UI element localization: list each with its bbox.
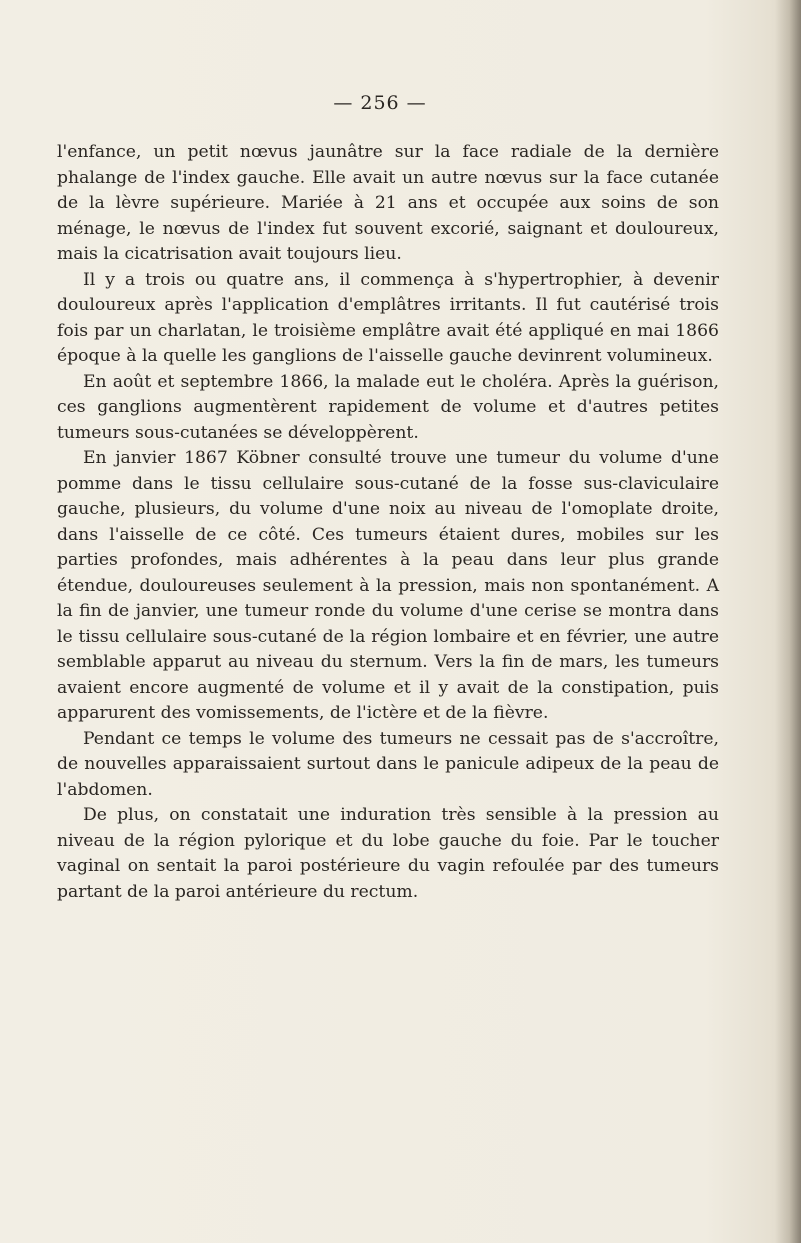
page-body bbox=[57, 140, 719, 905]
paragraph-4: En janvier 1867 Köbner consulté trouve une tumeur du volume d'une pomme dans le tissu cellulaire sous-cutané de la fosse sus-claviculaire gauche, plusieurs, du volume d'une noix au niveau de l'omoplate droite, dans l'aisselle de ce côté. Ces tumeurs étaient dures, mobiles sur les parties profondes, mais adhérentes à la peau dans leur plus grande étendue, douloureuses seulement à la pression, mais non spontanément. A la fin de janvier, une tumeur ronde du volume d'une cerise se montra dans le tissu cellulaire sous-cutané de la région lombaire et en février, une autre semblable apparut au niveau du sternum. Vers la fin de mars, les tumeurs avaient encore augmenté de volume et il y avait de la constipation, puis apparurent des vomissements, de l'ictère et de la fièvre. bbox=[57, 448, 719, 723]
paragraph-5: Pendant ce temps le volume des tumeurs ne cessait pas de s'accroître, de nouvelles apparaissaient surtout dans le panicule adipeux de la peau de l'abdomen. bbox=[57, 728, 719, 800]
page-edge-shadow bbox=[775, 0, 801, 1243]
paragraph-2: Il y a trois ou quatre ans, il commença à s'hypertrophier, à devenir douloureux après l'application d'emplâtres irritants. Il fut cautérisé trois fois par un charlatan, le troisième emplâtre avait été appliqué en mai 1866 époque à la quelle les ganglions de l'aisselle gauche devinrent volumineux. bbox=[57, 269, 719, 366]
page-number: — 256 — bbox=[333, 92, 427, 114]
paragraph-3: En août et septembre 1866, la malade eut le choléra. Après la guérison, ces ganglions augmentèrent rapidement de volume et d'autres petites tumeurs sous-cutanées se développèrent. bbox=[57, 371, 719, 443]
paragraph-6: De plus, on constatait une induration très sensible à la pression au niveau de la région pylorique et du lobe gauche du foie. Par le toucher vaginal on sentait la paroi postérieure du vagin refoulée par des tumeurs partant de la paroi antérieure du rectum. bbox=[57, 805, 719, 902]
paragraph-1: l'enfance, un petit nœvus jaunâtre sur la face radiale de la dernière phalange de l'index gauche. Elle avait un autre nœvus sur la face cutanée de la lèvre supérieure. Mariée à 21 ans et occupée aux soins de son ménage, le nœvus de l'index fut souvent excorié, saignant et douloureux, mais la cicatrisation avait toujours lieu. bbox=[57, 142, 719, 264]
